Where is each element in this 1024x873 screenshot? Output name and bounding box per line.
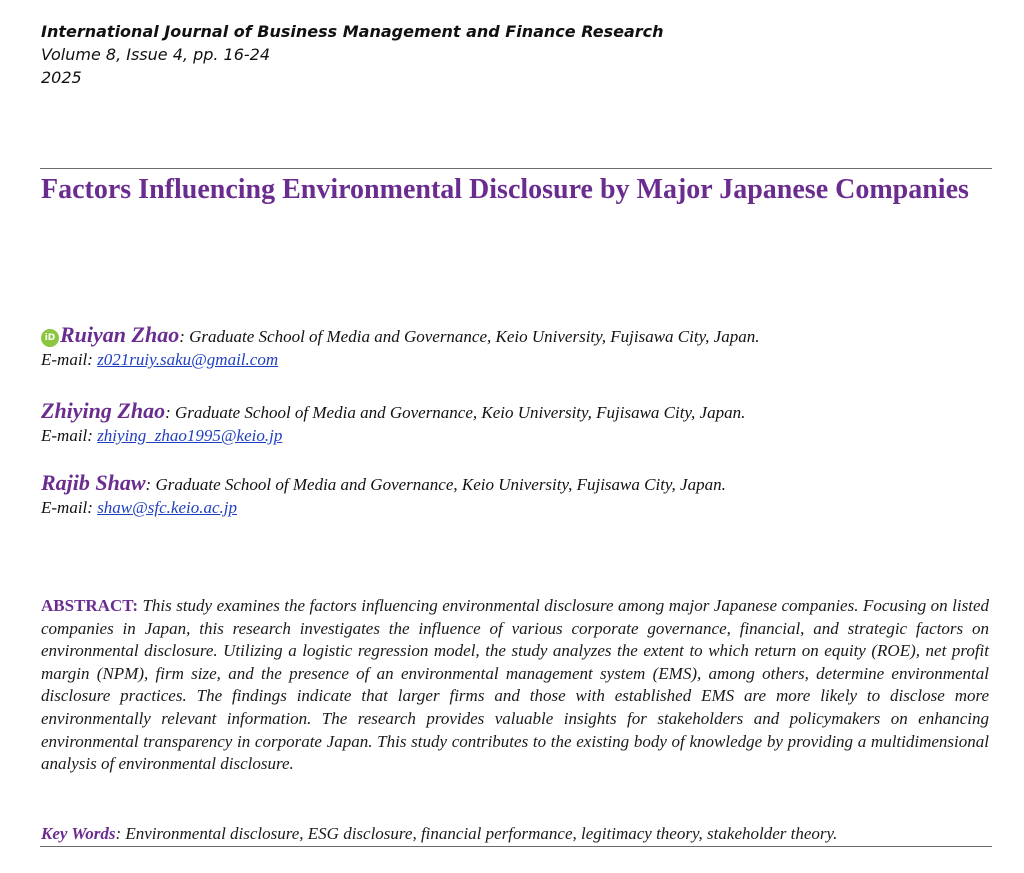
author-affiliation: : Graduate School of Media and Governance, Keio University, Fujisawa City, Japan.	[145, 475, 726, 494]
author-block-1	[41, 323, 759, 371]
abstract-text: This study examines the factors influencing environmental disclosure among major Japanese companies. Focusing on listed companies in Japan, this research investigates the influence of various corporate governance, financial, and strategic factors on environmental disclosure. Utilizing a logistic regression model, the study analyzes the extent to which return on equity (ROE), net profit margin (NPM), firm size, and the presence of an environmental management system (EMS), among others, determine environmental disclosure practices. The findings indicate that larger firms and those with established EMS are more likely to disclose more environmentally relevant information. The research provides valuable insights for stakeholders and policymakers on enhancing environmental transparency in corporate Japan. This study contributes to the existing body of knowledge by providing a multidimensional analysis of environmental disclosure.	[41, 596, 989, 774]
abstract-label: ABSTRACT:	[41, 596, 138, 615]
email-label: E-mail:	[41, 350, 98, 369]
journal-header	[41, 20, 664, 89]
keywords-bottom-rule	[40, 846, 992, 847]
title-top-rule	[40, 168, 992, 169]
abstract	[41, 595, 989, 776]
author-affiliation: : Graduate School of Media and Governance, Keio University, Fujisawa City, Japan.	[179, 327, 760, 346]
author-email-link[interactable]: shaw@sfc.keio.ac.jp	[97, 498, 237, 517]
journal-year: 2025	[41, 68, 82, 87]
paper-title: Factors Influencing Environmental Disclosure by Major Japanese Companies	[41, 174, 969, 205]
keywords-text: : Environmental disclosure, ESG disclosure, financial performance, legitimacy theory, stakeholder theory.	[115, 824, 838, 843]
author-block-2	[41, 399, 745, 447]
journal-volume: Volume 8, Issue 4, pp. 16-24	[41, 45, 271, 64]
orcid-icon[interactable]: iD	[41, 329, 59, 347]
email-label: E-mail:	[41, 426, 98, 445]
email-label: E-mail:	[41, 498, 98, 517]
keywords-label: Key Words	[41, 824, 116, 843]
journal-name: International Journal of Business Management and Finance Research	[41, 22, 664, 41]
author-block-3	[41, 471, 726, 519]
author-name: Ruiyan Zhao	[60, 322, 180, 347]
author-email-link[interactable]: z021ruiy.saku@gmail.com	[97, 350, 279, 369]
author-name: Rajib Shaw	[41, 470, 146, 495]
keywords	[41, 823, 989, 845]
author-email-link[interactable]: zhiying_zhao1995@keio.jp	[97, 426, 283, 445]
author-name: Zhiying Zhao	[41, 398, 166, 423]
author-affiliation: : Graduate School of Media and Governance, Keio University, Fujisawa City, Japan.	[165, 403, 746, 422]
